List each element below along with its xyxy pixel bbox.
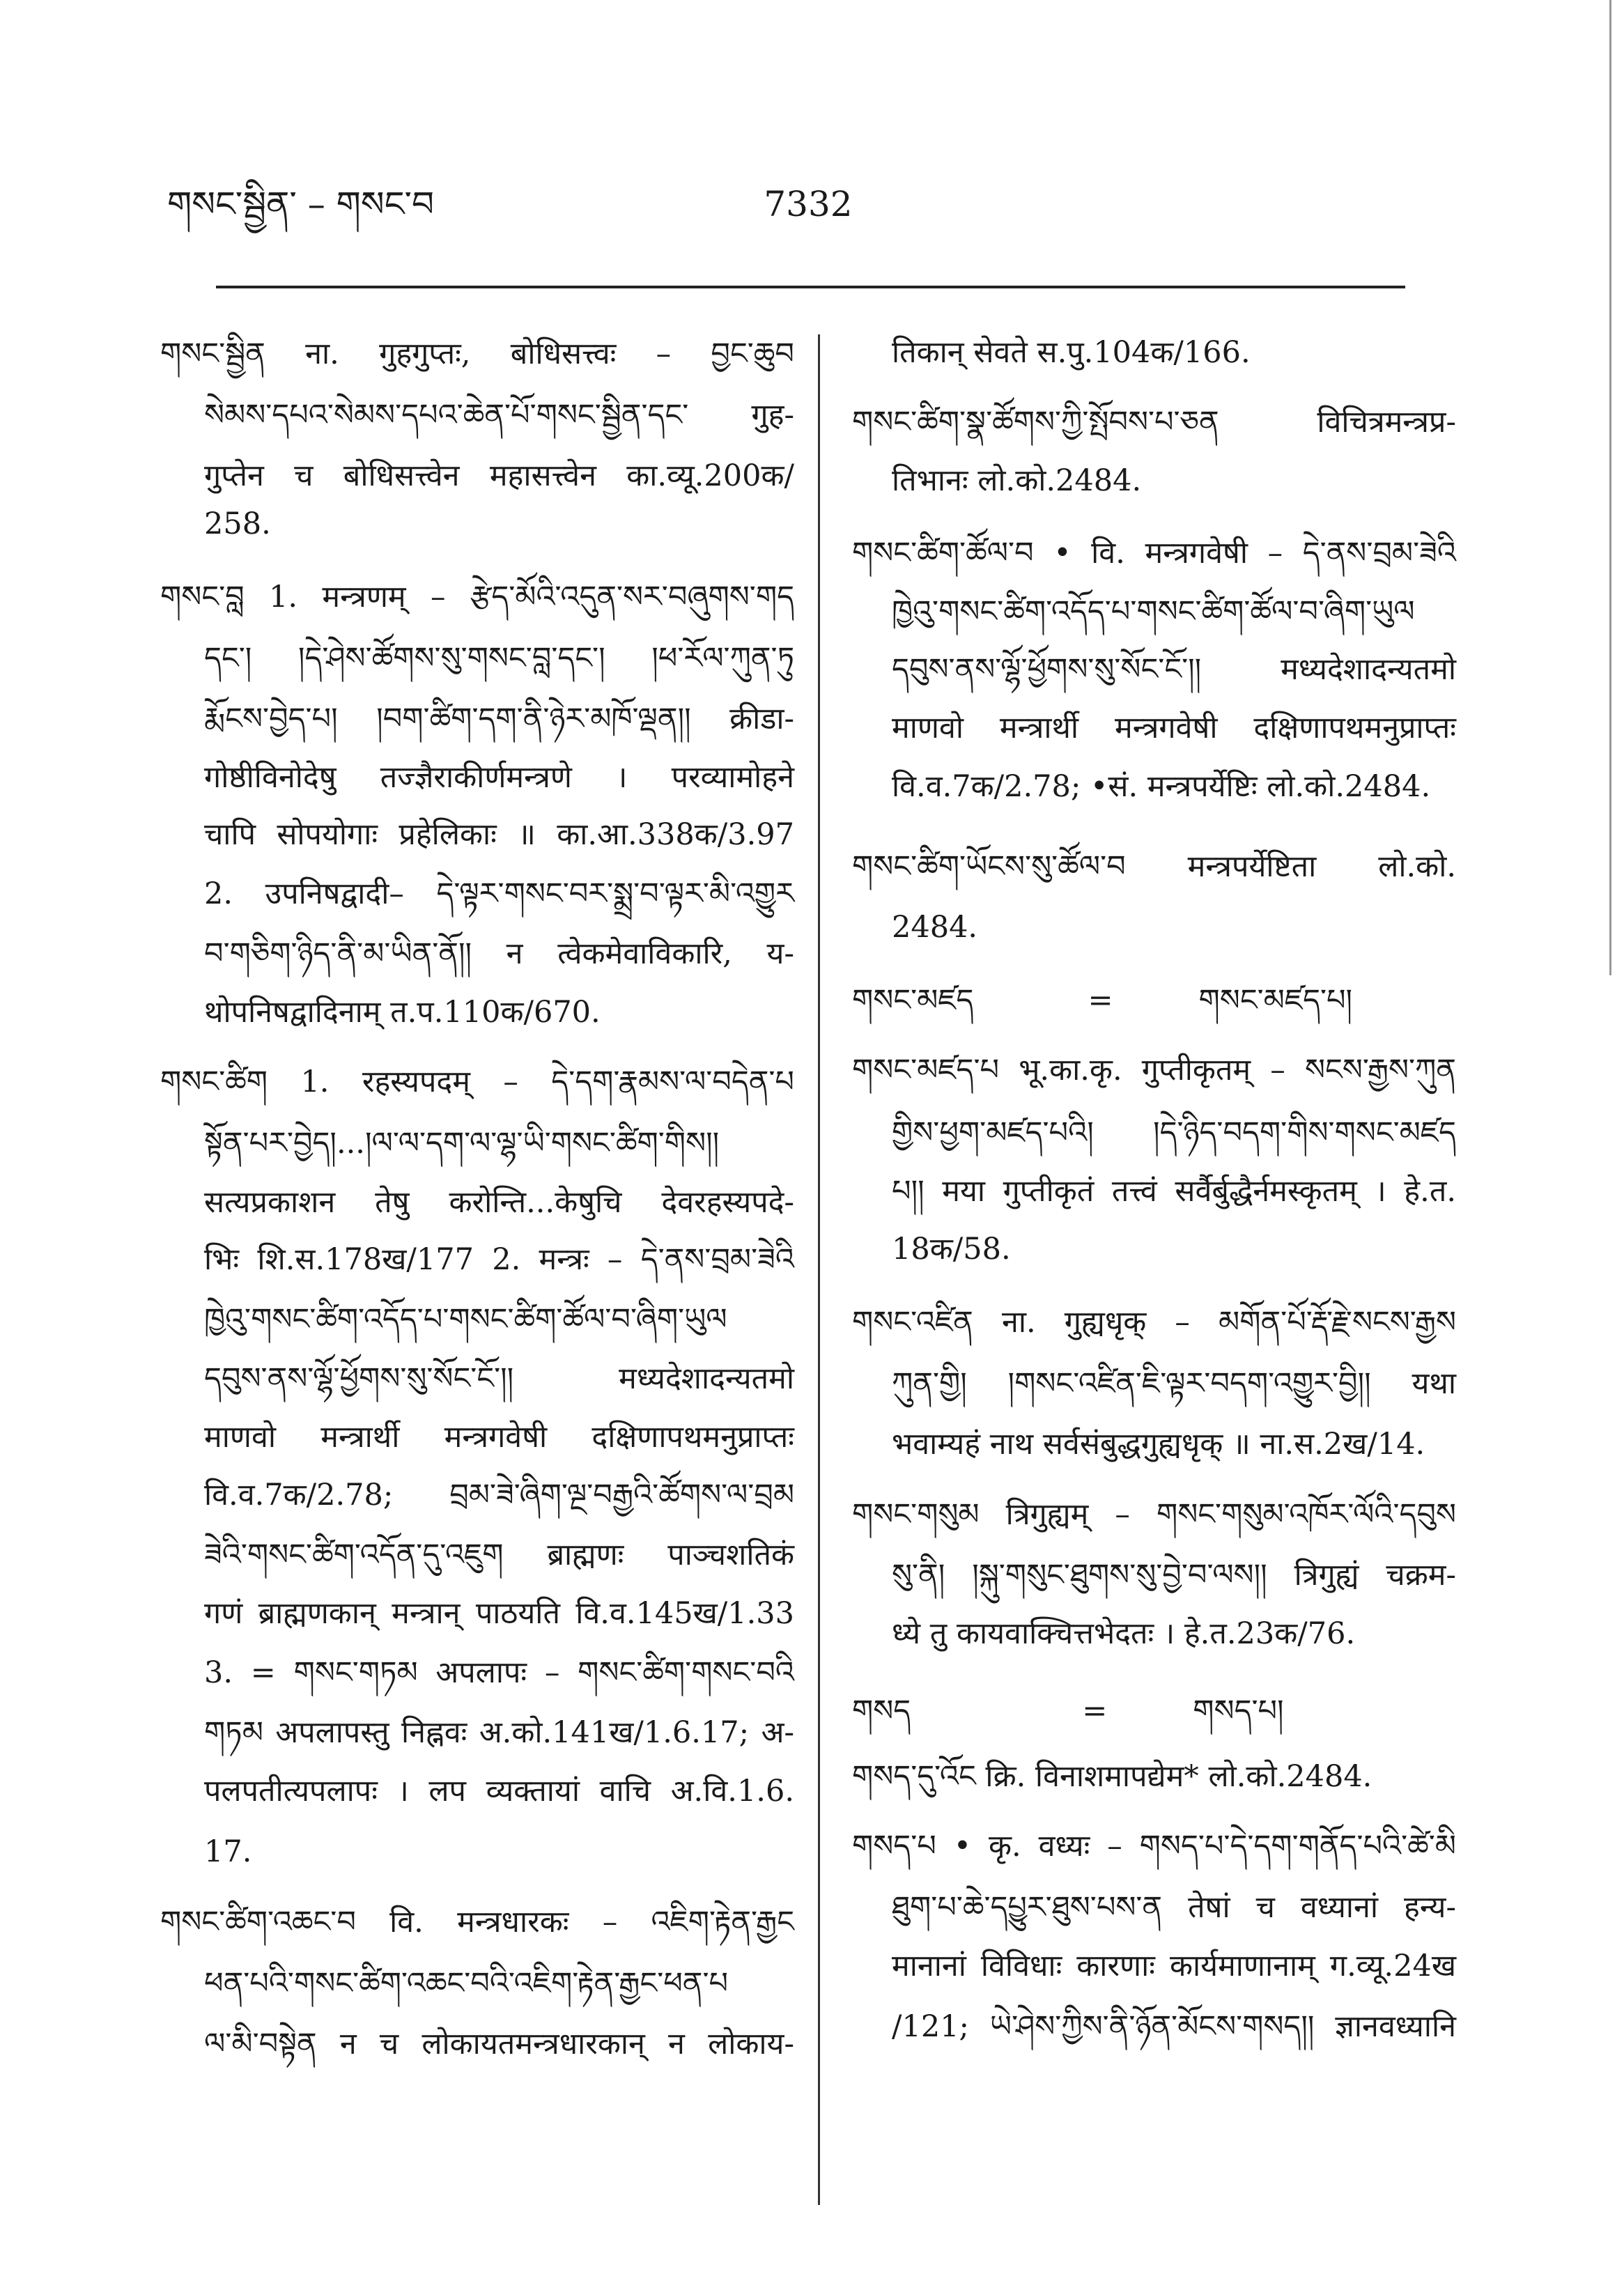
entry-line: སེམས་དཔའ་སེམས་དཔའ་ཆེན་པོ་གསང་སྦྱིན་དང་ गुह-	[204, 398, 794, 433]
entry-line: སུ་ནི། །སྐུ་གསུང་ཐུགས་སུ་བྱེ་བ་ལས།། त्रिगुह्यं चक्रम-	[892, 1558, 1456, 1593]
entry-line: གསད་པ • कृ. वध्यः – གསད་པ་དེ་དག་གནོད་པའི་ཚེ་མི	[852, 1829, 1456, 1864]
entry-line: /121; ཡེ་ཤེས་ཀྱིས་ནི་ཉོན་མོངས་གསད།། ज्ञानवध्यानि	[892, 2009, 1456, 2044]
entry-line: དབུས་ནས་ལྷོ་ཕྱོགས་སུ་སོང་ངོ་།། मध्यदेशादन्यतमो	[204, 1361, 794, 1396]
entry-line: གཏམ अपलापस्तु निह्नवः अ.को.141ख/1.6.17; अ-	[204, 1715, 794, 1750]
entry-line: གྱིས་ཕྱག་མཛད་པའི། །དེ་ཉིད་བདག་གིས་གསང་མཛད	[892, 1115, 1456, 1150]
entry-line: भिः शि.स.178ख/177 2. मन्त्रः – དེ་ནས་བྲམ་ཟེའི	[204, 1242, 794, 1277]
entry-line: 18क/58.	[892, 1232, 1011, 1267]
entry-line: भवाम्यहं नाथ सर्वसंबुद्धगुह्यधृक् ॥ ना.स.2ख/14.	[892, 1427, 1425, 1462]
entry-line: माणवो मन्त्रार्थी मन्त्रगवेषी दक्षिणापथमनुप्राप्तः	[892, 711, 1456, 745]
entry-line: གསད་དུ་འོང क्रि. विनाशमापद्येम* लो.को.2484.	[852, 1759, 1372, 1794]
entry-line: གསང་མཛད = གསང་མཛད་པ།	[852, 983, 1353, 1018]
entry-line: གསང་བླ 1. मन्त्रणम् – རྩེད་མོའི་འདུན་སར་བཞུགས་གད	[160, 580, 794, 614]
entry-line: तिभानः लो.को.2484.	[892, 463, 1142, 498]
entry-line: སྟོན་པར་བྱེད།...།ལ་ལ་དག་ལ་ལྷ་ཡི་གསང་ཚིག་གིས།།	[204, 1126, 720, 1161]
entry-line: གསད = གསད་པ།	[852, 1694, 1284, 1728]
entry-line: गुप्तेन च बोधिसत्त्वेन महासत्त्वेन का.व्यू.200क/	[204, 458, 794, 493]
entry-line: ཁྱེའུ་གསང་ཚིག་འདོད་པ་གསང་ཚིག་ཚོལ་བ་ཞིག་ཡུལ	[892, 594, 1415, 629]
scan-edge	[1609, 0, 1611, 975]
entry-line: ཕན་པའི་གསང་ཚིག་འཆང་བའི་འཇིག་རྟེན་རྒྱང་ཕན་པ	[204, 1966, 729, 2001]
entry-line: ཐུག་པ་ཆེ་དཔྱུར་ཐུས་པས་ན तेषां च वध्यानां हन्य-	[892, 1890, 1456, 1925]
entry-line: चापि सोपयोगाः प्रहेलिकाः ॥ का.आ.338क/3.97	[204, 817, 794, 852]
entry-line: गोष्ठीविनोदेषु तज्ज्ञैराकीर्णमन्त्रणे । परव्यामोहने	[204, 760, 794, 795]
entry-line: 17.	[204, 1834, 252, 1869]
entry-line: ལ་མི་བསྟེན न च लोकायतमन्त्रधारकान् न लोकाय-	[204, 2027, 794, 2061]
entry-line: པ།། मया गुप्तीकृतं तत्त्वं सर्वैर्बुद्धैर्नमस्कृतम् । हे.त.	[892, 1174, 1456, 1209]
entry-line: ध्ये तु कायवाक्चित्तभेदतः । हे.त.23क/76.	[892, 1616, 1356, 1651]
entry-line: वि.व.7क/2.78; བྲམ་ཟེ་ཞིག་ལྔ་བརྒྱའི་ཚོགས་ལ་བྲམ	[204, 1478, 794, 1512]
entry-line: 258.	[204, 506, 271, 541]
entry-line: གསང་ཚིག་ཡོངས་སུ་ཚོལ་བ मन्त्रपर्येष्टिता लो.को.	[852, 849, 1456, 884]
entry-line: सत्यप्रकाशन तेषु करोन्ति...केषुचि देवरहस्यपदे-	[204, 1185, 794, 1220]
running-head: གསང་སྦྱིན་ – གསང་བ	[167, 184, 435, 224]
entry-line: तिकान् सेवते स.पु.104क/166.	[892, 335, 1251, 370]
entry-line: 2. उपनिषद्वादी– དེ་ལྟར་གསང་བར་སྨྲ་བ་ལྟར་མི་འགྱུར	[204, 876, 794, 911]
entry-line: གསང་མཛད་པ भू.का.कृ. गुप्तीकृतम् – སངས་རྒྱས་ཀུན	[852, 1053, 1456, 1088]
entry-line: ཀུན་གྱི། །གསང་འཛིན་ཇི་ལྟར་བདག་འགྱུར་བྱི།། यथा	[892, 1366, 1456, 1401]
entry-line: གསང་ཚིག་ཚོལ་བ • वि. मन्त्रगवेषी – དེ་ནས་བྲམ་ཟེའི	[852, 536, 1456, 571]
entry-line: གསང་ཚིག 1. रहस्यपदम् – དེ་དག་རྣམས་ལ་བདེན་པ	[160, 1065, 794, 1099]
entry-line: पलपतीत्यपलापः । लप व्यक्तायां वाचि अ.वि.1.6.	[204, 1774, 794, 1809]
entry-line: བ་གཅིག་ཉིད་ནི་མ་ཡིན་ནོ།། न त्वेकमेवाविकारि, य-	[204, 936, 794, 971]
entry-line: माणवो मन्त्रार्थी मन्त्रगवेषी दक्षिणापथमनुप्राप्तः	[204, 1420, 794, 1455]
header-rule	[216, 286, 1405, 288]
entry-line: དབུས་ནས་ལྷོ་ཕྱོགས་སུ་སོང་ངོ་།། मध्यदेशादन्यतमो	[892, 652, 1456, 687]
entry-line: थोपनिषद्वादिनाम् त.प.110क/670.	[204, 995, 601, 1030]
entry-line: རྨོངས་བྱེད་པ། །བག་ཚིག་དག་ནི་ཉེར་མཁོ་ལྡན།། क्रीडा-	[204, 702, 794, 736]
entry-line: དང་། །དེ་ཤེས་ཚོགས་སུ་གསང་བླ་དང་། །ཕ་རོལ་ཀུན་ཏུ	[204, 641, 794, 676]
entry-line: ཟེའི་གསང་ཚིག་འདོན་དུ་འཇུག ब्राह्मणः पाञ्चशतिकं	[204, 1538, 794, 1572]
page-number: 7332	[764, 184, 853, 224]
column-divider	[818, 334, 820, 2205]
entry-line: मानानां विविधाः कारणाः कार्यमाणानाम् ग.व्यू.24ख	[892, 1949, 1456, 1983]
entry-line: वि.व.7क/2.78; •सं. मन्त्रपर्येष्टिः लो.को.2484.	[892, 769, 1431, 804]
entry-line: गणं ब्राह्मणकान् मन्त्रान् पाठयति वि.व.145ख/1.33	[204, 1596, 794, 1631]
entry-line: གསང་ཚིག་འཆང་བ वि. मन्त्रधारकः – འཇིག་རྟེན་རྒྱང	[160, 1905, 794, 1940]
entry-line: 3. = གསང་གཏམ अपलापः – གསང་ཚིག་གསང་བའི	[204, 1655, 794, 1690]
entry-line: ཁྱེའུ་གསང་ཚིག་འདོད་པ་གསང་ཚིག་ཚོལ་བ་ཞིག་ཡུལ	[204, 1302, 727, 1337]
entry-line: 2484.	[892, 910, 978, 945]
entry-line: གསང་སྦྱིན ना. गुहगुप्तः, बोधिसत्त्वः – བྱང་ཆུབ	[160, 336, 794, 371]
entry-line: གསང་གསུམ त्रिगुह्यम् – གསང་གསུམ་འཁོར་ལོའི་དབུས	[852, 1497, 1456, 1532]
entry-line: གསང་འཛིན ना. गुह्यधृक् – མགོན་པོ་རྡོ་རྗེ་སངས་རྒྱས	[852, 1305, 1456, 1340]
entry-line: གསང་ཚིག་སྣ་ཚོགས་ཀྱི་སྤོབས་པ་ཅན विचित्रमन्त्रप्र-	[852, 405, 1456, 440]
